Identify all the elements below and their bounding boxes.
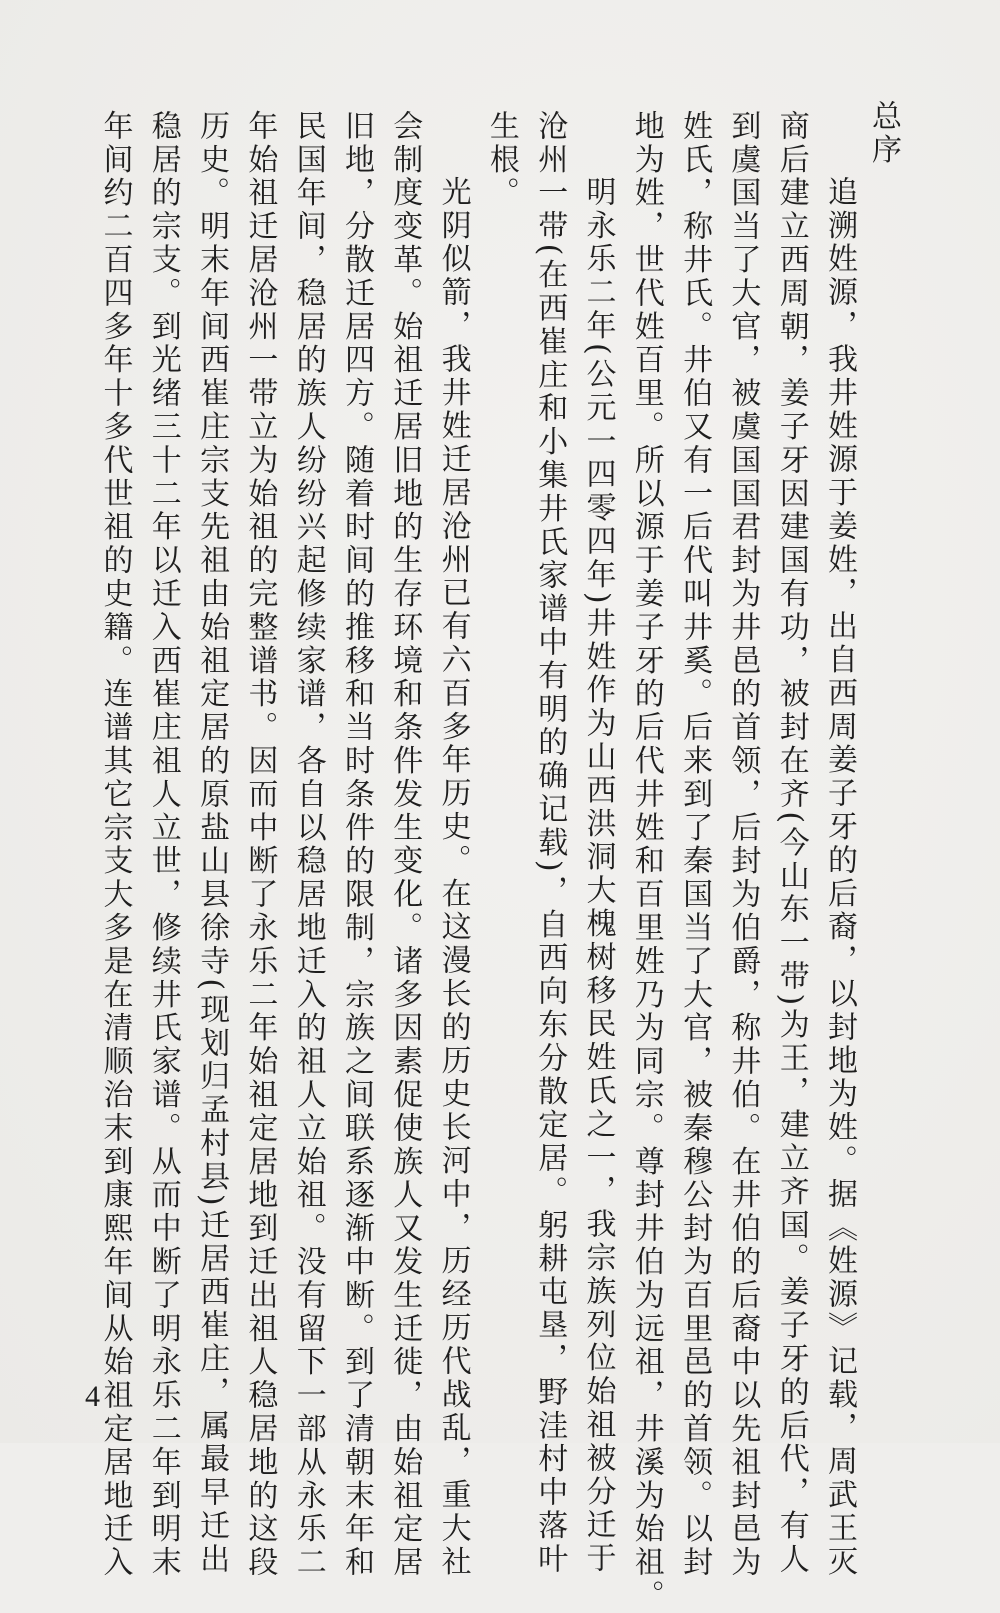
text-column: 年间约二百四多年十多代世祖的史籍。连谱其它宗支大多是在清顺治末到康熙年间从始祖定居地迁入	[97, 110, 133, 1580]
text-column: 历史。明末年间西崔庄宗支先祖由始祖定居的原盐山县徐寺(现划归孟村县)迁居西崔庄，属最早迁出	[194, 110, 230, 1577]
text-column: 旧地，分散迁居四方。随着时间的推移和当时条件的限制，宗族之间联系逐渐中断。到了清朝末年和	[339, 110, 374, 1580]
text-column: 到虞国当了大官，被虞国国君封为井邑的首领，后封为伯爵，称井伯。在井伯的后裔中以先祖封邑为	[725, 110, 761, 1580]
text-column: 稳居的宗支。到光绪三十二年以迁入西崔庄祖人立世，修续井氏家谱。从而中断了明永乐二年到明末	[145, 110, 181, 1580]
text-column: 姓氏，称井氏。井伯又有一后代叫井奚。后来到了秦国当了大官，被秦穆公封为百里邑的首领。以封	[677, 110, 713, 1580]
text-column: 商后建立西周朝，姜子牙因建国有功，被封在齐(今山东一带)为王，建立齐国。姜子牙的后代，有人	[773, 110, 809, 1577]
text-column: 沧州一带(在西崔庄和小集井氏家谱中有明的确记载)，自西向东分散定居。躬耕屯垦，野洼村中落叶	[532, 110, 568, 1577]
text-column: 地为姓，世代姓百里。所以源于姜子牙的后代井姓和百里姓乃为同宗。尊封井伯为远祖，井溪为始祖。	[628, 110, 664, 1613]
page-number: 4	[85, 1380, 100, 1413]
section-title: 总序	[866, 100, 901, 167]
text-column: 民国年间，稳居的族人纷纷兴起修续家谱，各自以稳居地迁入的祖人立始祖。没有留下一部从永乐二	[290, 110, 326, 1580]
text-column: 会制度变革。始祖迁居旧地的生存环境和条件发生变化。诸多因素促使族人又发生迁徙，由始祖定居	[387, 110, 423, 1580]
text-column: 光阴似箭，我井姓迁居沧州已有六百多年历史。在这漫长的历史长河中，历经历代战乱，重大社	[435, 176, 471, 1579]
text-column: 年始祖迁居沧州一带立为始祖的完整谱书。因而中断了永乐二年始祖定居地到迁出祖人稳居地的这段	[242, 110, 278, 1580]
text-column: 追溯姓源，我井姓源于姜姓，出自西周姜子牙的后裔，以封地为姓。据《姓源》记载，周武王灭	[822, 176, 857, 1579]
text-column: 生根。	[483, 110, 519, 211]
text-column: 明永乐二年(公元一四零四年)井姓作为山西洪洞大槐树移民姓氏之一，我宗族列位始祖被分迁于	[580, 176, 616, 1576]
